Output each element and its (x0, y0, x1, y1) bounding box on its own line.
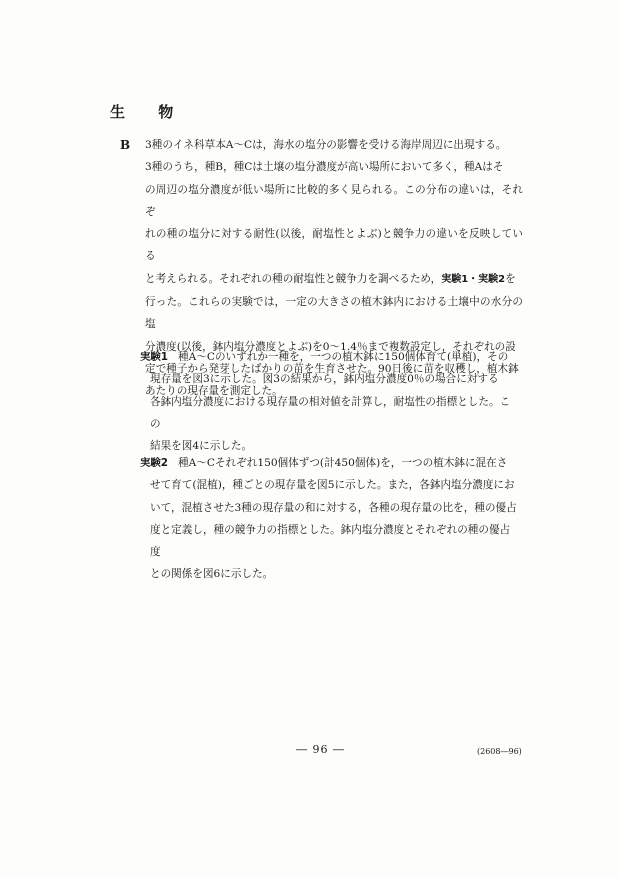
page-number: ― 96 ― (296, 743, 345, 756)
experiment-line-text: 度と定義し，種の競争力の指標とした。鉢内塩分濃度とそれぞれの種の優占度 (150, 523, 511, 559)
experiment-2 (140, 452, 520, 586)
intro-line-text: 分濃度(以後，鉢内塩分濃度とよぶ)を0～1.4％まで複数設定し，それぞれの設 (145, 340, 516, 353)
experiment-line (140, 497, 520, 519)
experiment-line-text: 各鉢内塩分濃度における現存量の相対値を計算し，耐塩性の指標とした。この (150, 395, 511, 430)
experiment-line-text: いて，混植させた3種の現存量の和に対する，各種の現存量の比を，種の優占 (150, 501, 517, 514)
experiment-2-label: 実験2 (140, 457, 169, 469)
page-code: (2608―96) (477, 747, 522, 756)
intro-line (145, 179, 523, 224)
intro-line (145, 268, 523, 291)
intro-line (145, 134, 523, 156)
intro-line (145, 156, 523, 178)
experiment-line-text: 結果を図4に示した。 (150, 440, 253, 453)
experiment-line (140, 452, 520, 474)
experiment-line (140, 346, 520, 368)
experiment-line (140, 368, 520, 390)
experiment-line-text: 種A～Cそれぞれ150個体ずつ(計450個体)を，一つの植木鉢に混在さ (178, 457, 508, 469)
intro-line-text: と考えられる。それぞれの種の耐塩性と競争力を調べるため， (145, 272, 442, 285)
experiment-1 (140, 346, 520, 457)
experiment-line-text: せて育て(混植)，種ごとの現存量を図5に示した。また，各鉢内塩分濃度にお (150, 479, 515, 492)
experiment-line-text: 現存量を図3に示した。図3の結果から，鉢内塩分濃度0％の場合に対する (150, 373, 499, 386)
intro-line-suffix: を (505, 272, 516, 285)
section-label: B (120, 138, 131, 152)
intro-line (145, 223, 523, 268)
experiment-reference: 実験1・実験2 (441, 273, 506, 285)
intro-line-text: あたりの現存量を測定した。 (145, 385, 283, 398)
intro-line-text: れの種の塩分に対する耐性(以後，耐塩性とよぶ)と競争力の違いを反映している (145, 228, 523, 263)
subject-title: 生 物 (110, 103, 188, 121)
intro-line-text: 3種のうち，種B，種Cは土壌の塩分濃度が高い場所において多く，種Aはそ (145, 161, 504, 174)
intro-line-text: の周辺の塩分濃度が低い場所に比較的多く見られる。この分布の違いは，それぞ (145, 183, 523, 218)
intro-line-text: 行った。これらの実験では，一定の大きさの植木鉢内における土壌中の水分の塩 (145, 296, 523, 331)
experiment-1-label: 実験1 (140, 351, 169, 363)
experiment-line (140, 391, 520, 436)
experiment-line (140, 519, 520, 564)
intro-line (145, 291, 523, 336)
experiment-line (140, 563, 520, 585)
experiment-line-text: 種A～Cのいずれか一種を，一つの植木鉢に150個体育て(単植)，その (178, 351, 509, 363)
experiment-line-text: との関係を図6に示した。 (150, 568, 274, 581)
experiment-line (140, 474, 520, 496)
intro-line-text: 定で種子から発芽したばかりの苗を生育させた。90日後に苗を収穫し，植木鉢 (145, 362, 519, 375)
intro-line-text: 3種のイネ科草本A～Cは，海水の塩分の影響を受ける海岸周辺に出現する。 (145, 139, 507, 151)
